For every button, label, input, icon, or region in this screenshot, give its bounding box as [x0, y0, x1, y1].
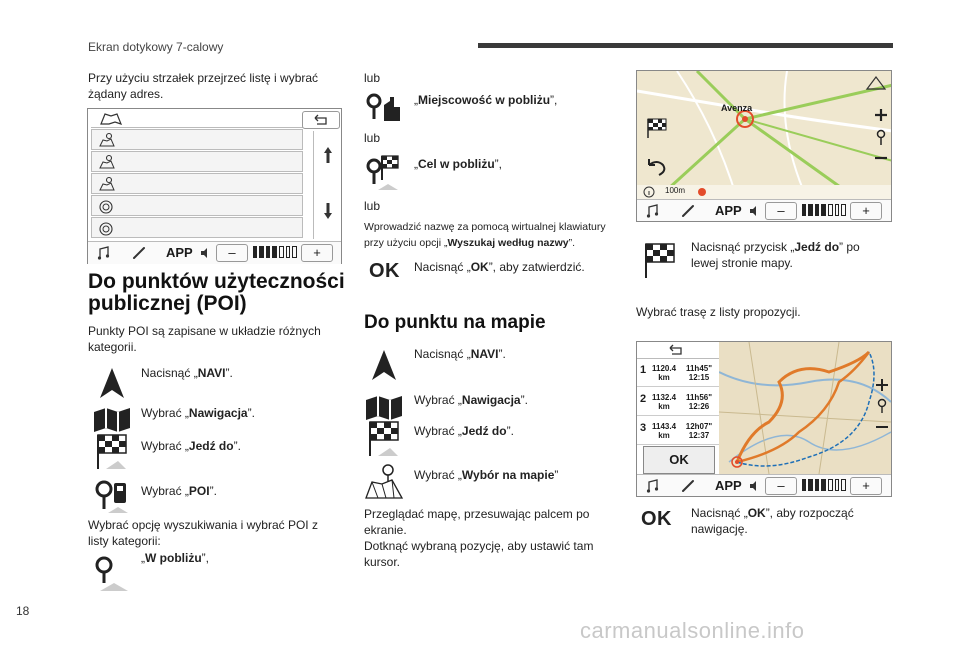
browse-map-text: Przeglądać mapę, przesuwając palcem po ekranie.: [364, 507, 590, 537]
intro-text: Przy użyciu strzałek przejrzeć listę i wybrać żądany adres.: [88, 71, 319, 101]
contact-icon: [98, 199, 114, 215]
route-distance: 1132.4 km: [651, 393, 677, 411]
destination-icon: [98, 132, 116, 148]
go-to-instruction: Nacisnąć przycisk „Jedź do” po lewej stronie mapy.: [691, 240, 860, 270]
keyboard-hint: Wprowadzić nazwę za pomocą wirtualnej klawiatury przy użyciu opcji „Wyszukaj według nazwy”.: [364, 221, 606, 249]
list-header: [91, 111, 303, 128]
map-step-nawigacja: Wybrać „Nawigacja”.: [414, 393, 528, 407]
volume-icon: [200, 247, 212, 259]
volume-down-button[interactable]: –: [765, 477, 797, 495]
music-icon[interactable]: [645, 204, 659, 218]
zoom-in-icon[interactable]: [875, 378, 889, 392]
poi-select-text: Wybrać opcję wyszukiwania i wybrać POI z listy kategorii:: [88, 518, 318, 548]
phone-icon[interactable]: [681, 204, 695, 218]
page-number: 18: [16, 604, 30, 618]
route-option[interactable]: [637, 387, 719, 416]
checkered-flag-icon: [92, 431, 132, 471]
step-nawigacja: Wybrać „Nawigacja”.: [141, 406, 255, 420]
volume-level: [802, 204, 846, 216]
route-number: 3: [640, 422, 647, 434]
start-navigation-text: Nacisnąć „OK”, aby rozpocząć nawigację.: [691, 506, 854, 536]
map-step-navi: Nacisnąć „NAVI”.: [414, 347, 506, 361]
map-icon: [99, 112, 123, 126]
info-icon: [643, 186, 655, 198]
navi-icon: [364, 346, 404, 386]
back-button[interactable]: [302, 111, 340, 129]
contact-icon: [98, 221, 114, 237]
destination-icon: [98, 154, 116, 170]
option-miejscowosc: „Miejscowość w pobliżu”,: [414, 93, 558, 107]
or-text: lub: [364, 131, 381, 145]
phone-icon[interactable]: [681, 479, 695, 493]
zoom-out-icon[interactable]: [875, 424, 889, 430]
volume-icon: [749, 205, 761, 217]
route-distance: 1143.4 km: [651, 422, 677, 440]
destination-icon: [98, 176, 116, 192]
map-screen[interactable]: [636, 70, 892, 222]
ok-confirm-text: Nacisnąć „OK”, aby zatwierdzić.: [414, 260, 585, 274]
volume-level: [802, 479, 846, 491]
scroll-up-button[interactable]: [318, 131, 338, 181]
header-bar: [478, 43, 893, 48]
step-jedz-do: Wybrać „Jedź do”.: [141, 439, 241, 453]
route-duration: 12h07" 12:37: [685, 422, 713, 440]
poi-heading: Do punktów użyteczności publicznej (POI): [88, 270, 345, 315]
map-view-icon[interactable]: [865, 75, 887, 91]
route-duration: 11h45" 12:15: [685, 364, 713, 382]
music-icon[interactable]: [96, 246, 110, 260]
option-w-poblizu: „W pobliżu”,: [141, 551, 209, 565]
map-step-wybor: Wybrać „Wybór na mapie”: [414, 468, 559, 482]
list-screen: [87, 108, 342, 264]
or-text: lub: [364, 71, 381, 85]
map-city-label: Avenza: [721, 103, 753, 113]
route-map[interactable]: [719, 342, 891, 474]
list-item[interactable]: [91, 129, 303, 150]
map-heading: Do punktu na mapie: [364, 312, 546, 333]
map-scale: 100m: [665, 186, 686, 195]
ok-icon: OK: [369, 260, 400, 282]
volume-up-button[interactable]: +: [301, 244, 333, 262]
location-dot-icon: [697, 187, 707, 197]
page-header-title: Ekran dotykowy 7-calowy: [88, 40, 224, 54]
ok-icon: OK: [641, 508, 672, 530]
option-cel: „Cel w pobliżu”,: [414, 157, 503, 171]
app-button[interactable]: APP: [715, 478, 742, 493]
volume-icon: [749, 480, 761, 492]
map-step-jedz-do: Wybrać „Jedź do”.: [414, 424, 514, 438]
pin-icon[interactable]: [875, 129, 887, 147]
scroll-track: [313, 131, 314, 239]
route-option[interactable]: [637, 358, 719, 387]
step-poi: Wybrać „POI”.: [141, 484, 217, 498]
city-nearby-icon: [364, 87, 404, 127]
screen-ok-button[interactable]: OK: [643, 446, 715, 474]
list-item[interactable]: [91, 151, 303, 172]
watermark: carmanualsonline.info: [580, 618, 805, 643]
pin-icon[interactable]: [876, 398, 888, 414]
zoom-in-icon[interactable]: [873, 107, 889, 123]
route-number: 2: [640, 393, 647, 405]
step-navi: Nacisnąć „NAVI”.: [141, 366, 233, 380]
go-to-flag-button[interactable]: [645, 117, 669, 139]
poi-intro: Punkty POI są zapisane w układzie różnych kategorii.: [88, 324, 321, 354]
phone-icon[interactable]: [132, 246, 146, 260]
poi-icon: [92, 475, 132, 515]
volume-down-button[interactable]: –: [216, 244, 248, 262]
back-arrow-icon: [312, 114, 330, 126]
back-icon[interactable]: [645, 157, 669, 177]
bottom-bar: [88, 241, 341, 264]
list-item[interactable]: [91, 173, 303, 194]
volume-up-button[interactable]: +: [850, 202, 882, 220]
bottom-bar: [637, 474, 891, 497]
route-select-text: Wybrać trasę z listy propozycji.: [636, 305, 801, 319]
routes-list: [637, 358, 719, 445]
checkered-flag-icon: [640, 240, 680, 280]
music-icon[interactable]: [645, 479, 659, 493]
route-duration: 11h56" 12:26: [685, 393, 713, 411]
destination-nearby-icon: [364, 152, 404, 192]
route-distance: 1120.4 km: [651, 364, 677, 382]
app-button[interactable]: APP: [715, 203, 742, 218]
map-select-icon: [364, 462, 404, 502]
volume-down-button[interactable]: –: [765, 202, 797, 220]
checkered-flag-icon: [364, 418, 404, 458]
list-item[interactable]: [91, 217, 303, 238]
route-option[interactable]: [637, 416, 719, 445]
map-status-row: [637, 185, 891, 199]
routes-screen: [636, 341, 892, 497]
scroll-down-button[interactable]: [318, 187, 338, 237]
routes-header: [637, 342, 719, 359]
or-text: lub: [364, 199, 381, 213]
list-item[interactable]: [91, 195, 303, 216]
zoom-out-icon[interactable]: [873, 155, 889, 161]
volume-level: [253, 246, 297, 258]
arrow-down-icon: [322, 201, 334, 221]
app-button[interactable]: APP: [166, 245, 193, 260]
bottom-bar: [637, 199, 891, 222]
arrow-up-icon: [322, 145, 334, 165]
volume-up-button[interactable]: +: [850, 477, 882, 495]
set-cursor-text: Dotknąć wybraną pozycję, aby ustawić tam kursor.: [364, 539, 594, 569]
route-number: 1: [640, 364, 647, 376]
back-arrow-icon[interactable]: [667, 344, 685, 356]
nearby-icon: [92, 553, 132, 593]
